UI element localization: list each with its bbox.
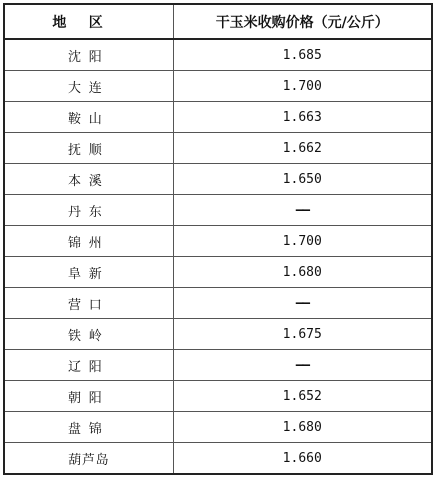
region-cell: 大连	[4, 71, 173, 102]
region-cell: 葫芦岛	[4, 443, 173, 475]
region-cell: 朝阳	[4, 381, 173, 412]
price-cell: 1.680	[173, 257, 432, 288]
price-cell: 1.675	[173, 319, 432, 350]
table-row	[4, 102, 432, 133]
price-cell: 1.662	[173, 133, 432, 164]
table-row	[4, 164, 432, 195]
price-cell: 1.652	[173, 381, 432, 412]
region-cell: 盘锦	[4, 412, 173, 443]
table-row	[4, 226, 432, 257]
price-cell: 1.700	[173, 226, 432, 257]
region-cell: 沈阳	[4, 39, 173, 71]
table-row	[4, 443, 432, 475]
region-cell: 丹东	[4, 195, 173, 226]
corn-price-table	[3, 3, 433, 475]
price-cell: 1.700	[173, 71, 432, 102]
region-cell: 辽阳	[4, 350, 173, 381]
price-cell: 1.660	[173, 443, 432, 475]
price-cell: 1.685	[173, 39, 432, 71]
table-row	[4, 288, 432, 319]
region-cell: 阜新	[4, 257, 173, 288]
price-cell: ——	[173, 288, 432, 319]
region-cell: 铁岭	[4, 319, 173, 350]
price-cell: 1.680	[173, 412, 432, 443]
table-row	[4, 412, 432, 443]
price-cell: ——	[173, 195, 432, 226]
price-cell: ——	[173, 350, 432, 381]
region-cell: 营口	[4, 288, 173, 319]
region-cell: 鞍山	[4, 102, 173, 133]
region-cell: 锦州	[4, 226, 173, 257]
table-row	[4, 350, 432, 381]
table-row	[4, 39, 432, 71]
table-row	[4, 257, 432, 288]
region-cell: 抚顺	[4, 133, 173, 164]
region-cell: 本溪	[4, 164, 173, 195]
price-cell: 1.663	[173, 102, 432, 133]
table-row	[4, 195, 432, 226]
price-cell: 1.650	[173, 164, 432, 195]
table-row	[4, 381, 432, 412]
table-row	[4, 319, 432, 350]
header-price: 干玉米收购价格（元/公斤）	[173, 4, 432, 39]
table-row	[4, 71, 432, 102]
table-header-row	[4, 4, 432, 39]
table-row	[4, 133, 432, 164]
header-region: 地区	[4, 4, 173, 39]
